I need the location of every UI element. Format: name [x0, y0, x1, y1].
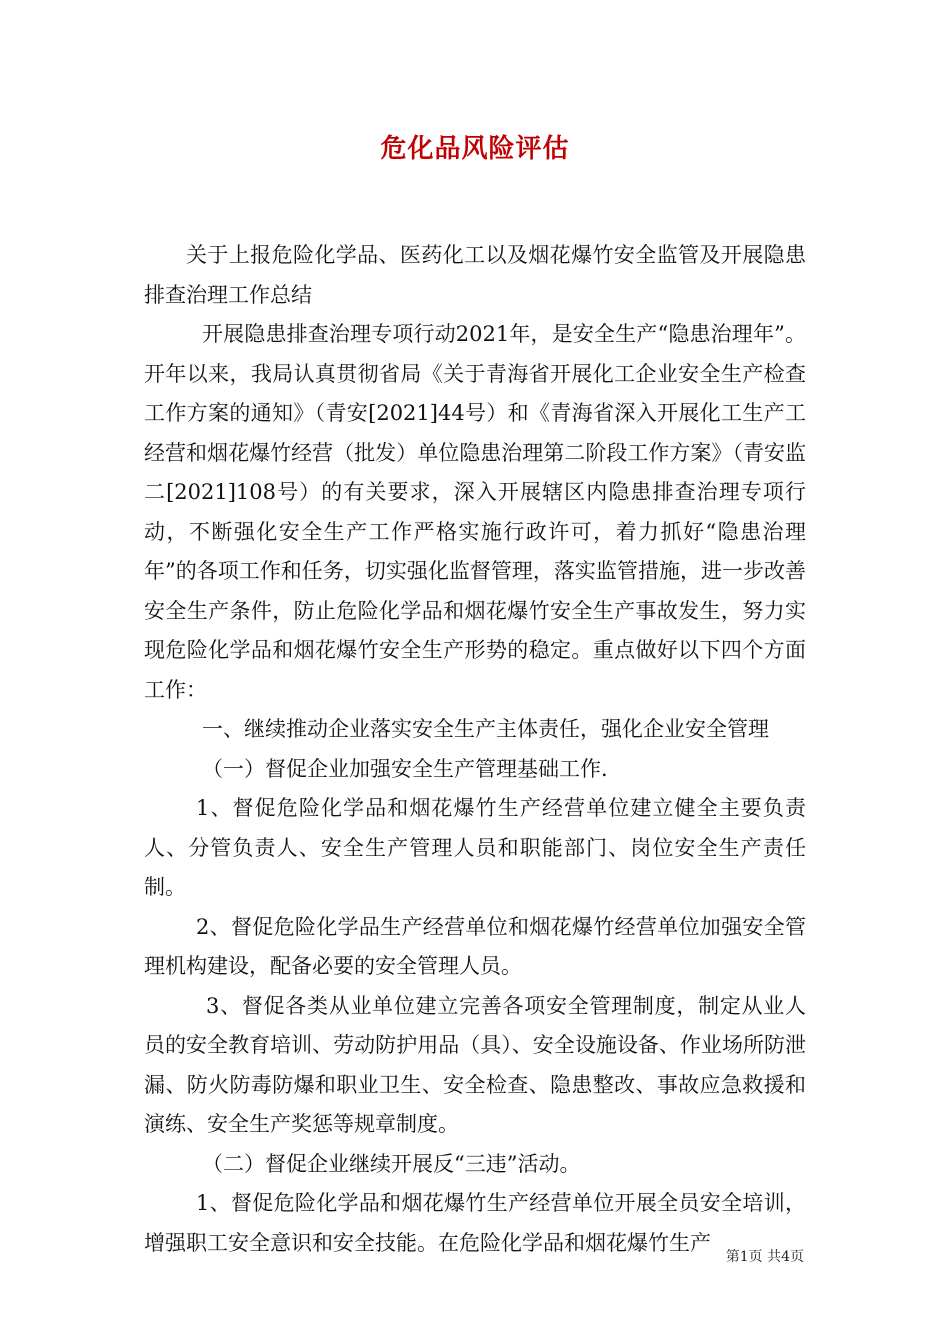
subsection-heading-2: （二）督促企业继续开展反“三违”活动。 — [202, 1151, 581, 1176]
section-heading-1: 一、继续推动企业落实安全生产主体责任，强化企业安全管理 — [202, 717, 769, 741]
document-title: 危化品风险评估 — [380, 134, 570, 164]
paragraph-subject: 关于上报危险化学品、医药化工以及烟花爆竹安全监管及开展隐患排查治理工作总结 — [144, 243, 806, 307]
paragraph-item-3: 3、督促各类从业单位建立完善各项安全管理制度，制定从业人员的安全教育培训、劳动防护用品（具）、安全设施设备、作业场所防泄漏、防火防毒防爆和职业卫生、安全检查、隐患整改、事故应急救援和演练、安全生产奖惩等规章制度。 — [144, 993, 806, 1136]
page-number: 第1页 共4页 — [725, 1249, 804, 1265]
paragraph-intro: 开展隐患排查治理专项行动2021年，是安全生产“隐患治理年”。开年以来，我局认真贯彻省局《关于青海省开展化工企业安全生产检查工作方案的通知》（青安[2021]44号）和《青海省深入开展化工生产工经营和烟花爆竹经营（批发）单位隐患治理第二阶段工作方案》（青安监二[2021]108号）的有关要求，深入开展辖区内隐患排查治理专项行动，不断强化安全生产工作严格实施行政许可，着力抓好“隐患治理年”的各项工作和任务，切实强化监督管理，落实监管措施，进一步改善安全生产条件，防止危险化学品和烟花爆竹安全生产事故发生，努力实现危险化学品和烟花爆竹安全生产形势的稳定。重点做好以下四个方面工作： — [144, 322, 806, 702]
paragraph-item-2: 2、督促危险化学品生产经营单位和烟花爆竹经营单位加强安全管理机构建设，配备必要的安全管理人员。 — [144, 914, 806, 978]
document-body — [144, 236, 806, 1263]
subsection-heading-1: （一）督促企业加强安全生产管理基础工作. — [202, 756, 608, 781]
paragraph-item-1: 1、督促危险化学品和烟花爆竹生产经营单位建立健全主要负责人、分管负责人、安全生产管理人员和职能部门、岗位安全生产责任制。 — [144, 796, 806, 899]
paragraph-item-4: 1、督促危险化学品和烟花爆竹生产经营单位开展全员安全培训，增强职工安全意识和安全技能。在危险化学品和烟花爆竹生产 — [144, 1191, 806, 1255]
